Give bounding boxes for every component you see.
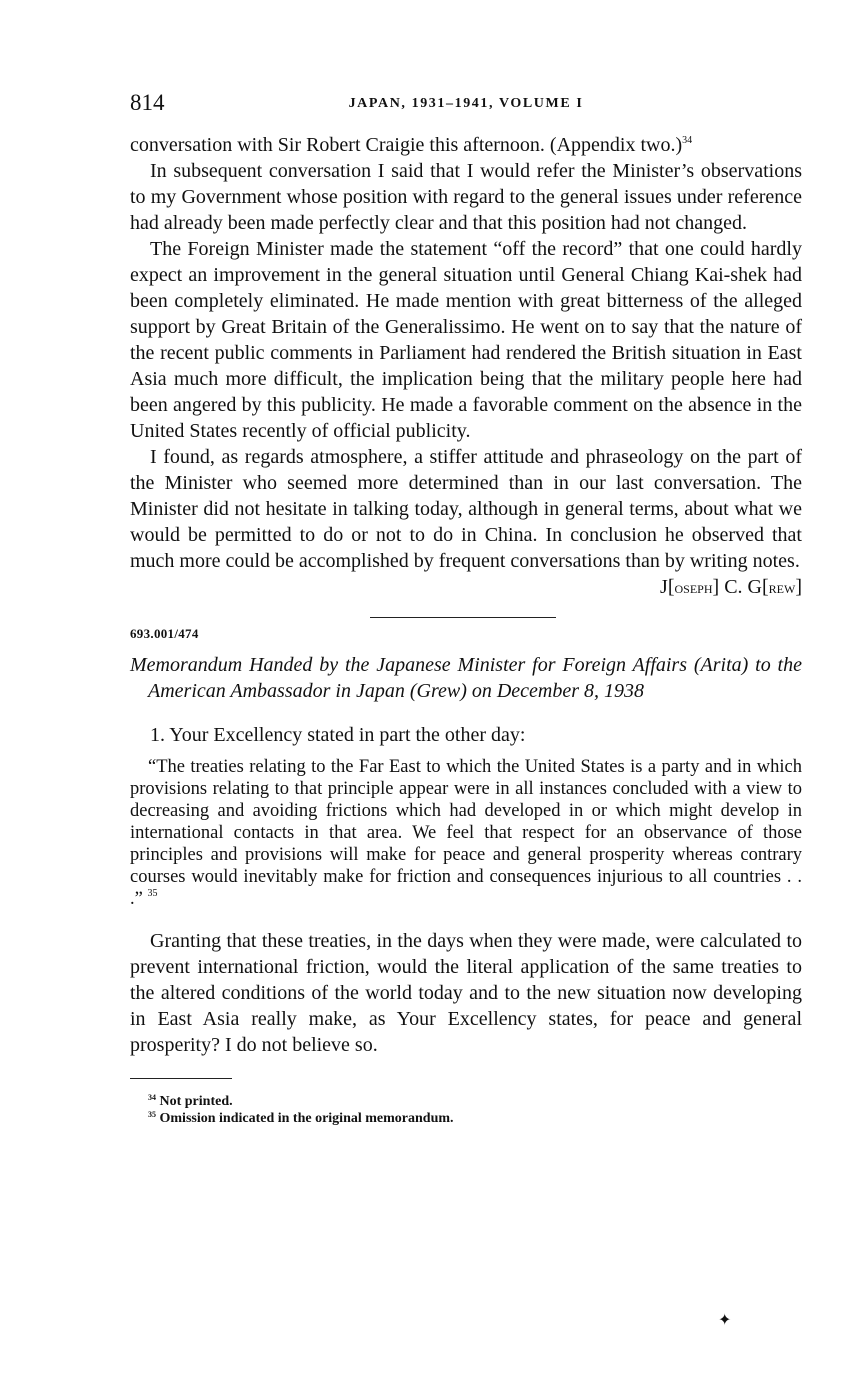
page-number: 814 xyxy=(130,90,165,115)
memo-quote-paragraph xyxy=(130,756,802,910)
footnote-35-text: Omission indicated in the original memorandum. xyxy=(159,1111,454,1126)
footnotes xyxy=(130,1093,802,1127)
file-number: 693.001/474 xyxy=(130,626,199,641)
letter-paragraph-1-text: conversation with Sir Robert Craigie this afternoon. (Appendix two.) xyxy=(130,134,683,156)
signature-oseph: oseph xyxy=(674,578,713,597)
printer-mark-icon: ✦ xyxy=(718,1312,732,1329)
section-divider xyxy=(370,617,556,618)
letter-paragraph-2: In subsequent conversation I said that I would refer the Minister’s observations to my Government whose position with regard to the general issues under reference had already been made perfectly clear and that this position had not changed. xyxy=(130,160,802,234)
signature: J[oseph] C. G[rew] xyxy=(660,576,802,598)
letter-paragraph-4: I found, as regards atmosphere, a stiffer attitude and phraseology on the part of the Minister who seemed more determined than in our last conversation. The Minister did not hesitate in talking today, although in general terms, about what we would be permitted to do or not to do in China. In conclusion he observed that much more could be accomplished by frequent conversations than by writing notes. xyxy=(130,446,802,572)
letter-paragraph-3: The Foreign Minister made the statement “off the record” that one could hardly expect an improvement in the general situation until General Chiang Kai-shek had been completely eliminated. He made mention with great bitterness of the alleged support by Great Britain of the Generalissimo. He went on to say that the nature of the recent public comments in Parliament had rendered the British situation in East Asia much more difficult, the implication being that the military people here had been angered by this publicity. He made a favorable comment on the absence in the United States recently of official publicity. xyxy=(130,238,802,442)
memo-quote xyxy=(130,756,802,910)
running-head: JAPAN, 1931–1941, VOLUME I xyxy=(348,96,584,111)
signature-rew: rew xyxy=(768,578,796,597)
footnote-ref-35: 35 xyxy=(147,888,158,899)
footnote-ref-34: 34 xyxy=(682,135,693,146)
footnote-34 xyxy=(148,1093,802,1110)
memo-paragraph: Granting that these treaties, in the days when they were made, were calculated to prevent international friction, would the literal application of the same treaties to the altered conditions of the world today and to the new situation now developing in East Asia really make, as Your Excellency states, for peace and general prosperity? I do not believe so. xyxy=(130,930,802,1056)
document-page xyxy=(130,90,802,1127)
letter-body xyxy=(130,132,802,574)
footnote-34-mark: 34 xyxy=(148,1093,156,1102)
memo-item-1: 1. Your Excellency stated in part the other day: xyxy=(150,724,526,746)
footnote-35-mark: 35 xyxy=(148,1110,156,1119)
footnote-35 xyxy=(148,1110,802,1127)
signature-mid: C. G xyxy=(724,576,762,598)
page-header xyxy=(130,90,802,120)
memo-title: Memorandum Handed by the Japanese Minister for Foreign Affairs (Arita) to the American Ambassador in Japan (Grew) on December 8, 1938 xyxy=(130,654,802,702)
memo-quote-text: “The treaties relating to the Far East to which the United States is a party and in which provisions relating to that principle appear were in all instances concluded with a view to decreasing and avoiding frictions which had developed in or which might develop in international contacts in that area. We feel that respect for an observance of those principles and provisions will make for peace and general prosperity whereas contrary courses would inevitably make for friction and consequences injurious to all countries . . .” xyxy=(130,757,802,909)
footnote-34-text: Not printed. xyxy=(159,1094,233,1109)
letter-paragraph-1 xyxy=(130,132,802,158)
footnote-rule xyxy=(130,1078,232,1079)
signature-initial-j: J xyxy=(660,576,668,598)
